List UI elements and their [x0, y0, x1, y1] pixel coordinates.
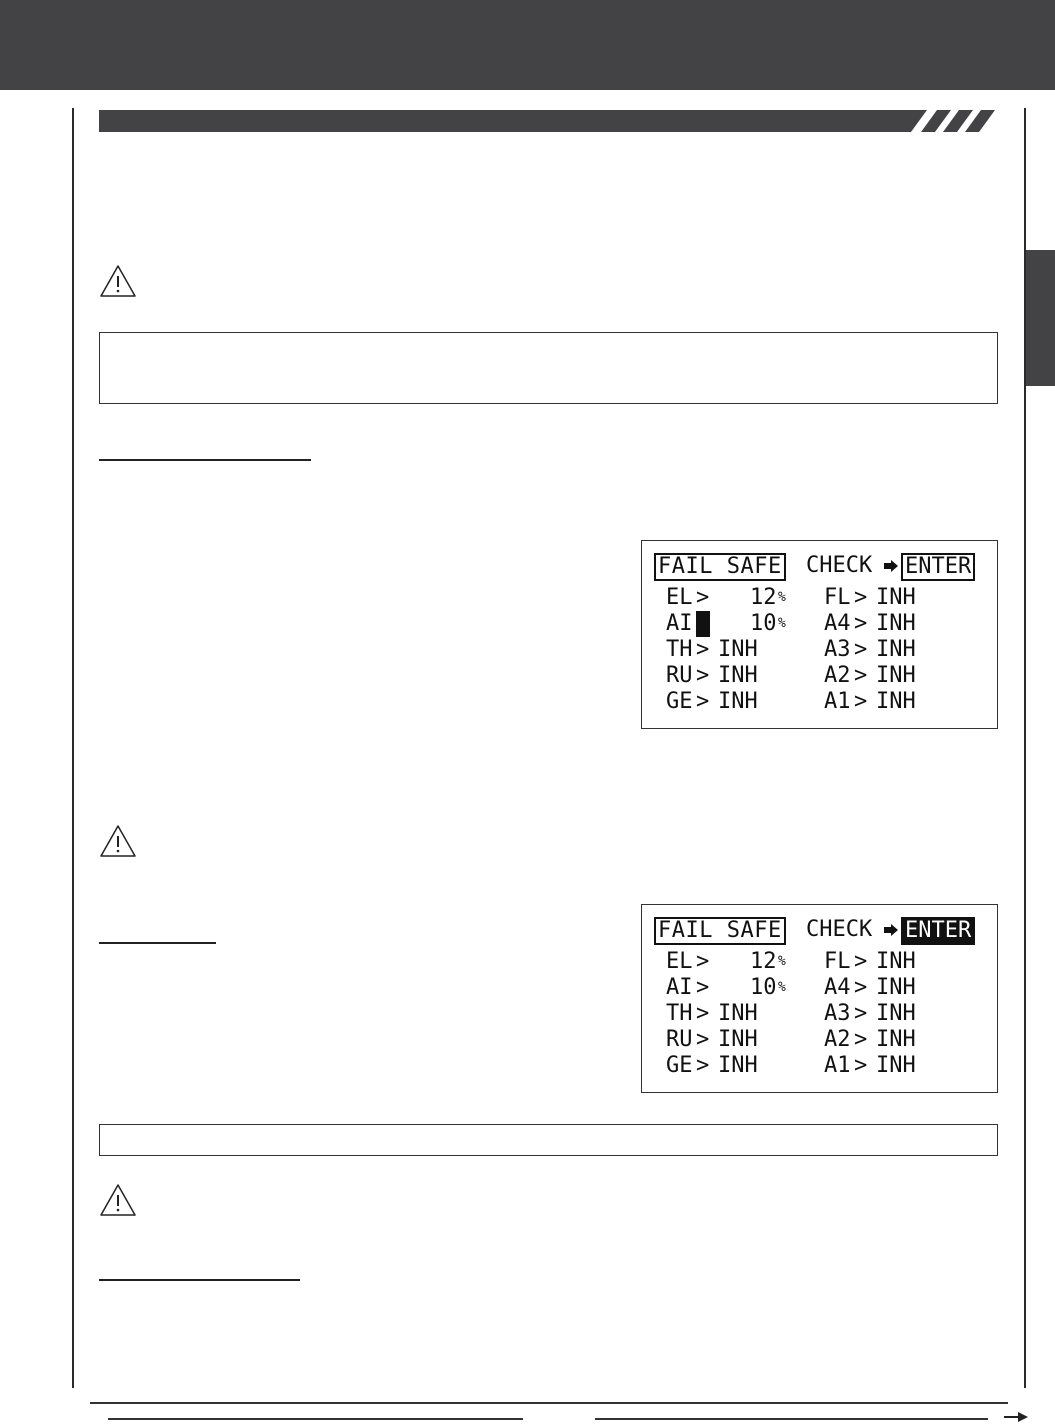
channel-value: INH: [876, 611, 916, 636]
lcd-check-label: CHECK: [806, 917, 873, 942]
notice-box: [99, 332, 998, 404]
separator: >: [696, 1027, 710, 1052]
left-margin-rule: [72, 108, 74, 1388]
value-unit: %: [778, 590, 786, 605]
value-unit: %: [778, 954, 786, 969]
lcd-screen-fail-safe-enter: [641, 904, 998, 1093]
lcd-screen-fail-safe: [641, 540, 998, 729]
lcd-row: [666, 1027, 986, 1053]
value-unit: %: [778, 980, 786, 995]
channel-value: INH: [876, 689, 916, 714]
chapter-side-tab: [1026, 250, 1055, 386]
channel-label: A3: [824, 1001, 851, 1026]
separator: >: [696, 663, 710, 688]
channel-label: RU: [666, 663, 693, 688]
channel-label: GE: [666, 1053, 693, 1078]
page-header-band: [0, 0, 1055, 90]
separator: >: [854, 1053, 868, 1078]
warning-triangle-icon: [99, 824, 137, 858]
lcd-row: [666, 949, 986, 975]
separator: >: [696, 637, 710, 662]
channel-label: RU: [666, 1027, 693, 1052]
right-arrow-icon: [884, 560, 898, 572]
channel-label: A3: [824, 637, 851, 662]
separator: >: [854, 611, 868, 636]
lcd-row: [666, 637, 986, 663]
section-title-bar: [99, 110, 999, 132]
channel-label: TH: [666, 1001, 693, 1026]
separator: >: [696, 949, 710, 974]
lcd-enter-label-highlighted: ENTER: [901, 917, 975, 945]
channel-value: INH: [876, 975, 916, 1000]
lcd-row: [666, 611, 986, 637]
channel-label: A4: [824, 975, 851, 1000]
lcd-header: [654, 553, 989, 581]
channel-value: INH: [876, 637, 916, 662]
footer-line: [108, 1418, 523, 1420]
lcd-row: [666, 689, 986, 715]
footer-line: [595, 1418, 988, 1420]
lcd-check-label: CHECK: [806, 553, 873, 578]
lcd-row: [666, 585, 986, 611]
cursor-separator: [696, 611, 710, 637]
channel-label: TH: [666, 637, 693, 662]
value-unit: %: [778, 616, 786, 631]
lcd-title: FAIL SAFE: [654, 917, 786, 945]
channel-value: 10: [750, 975, 777, 1000]
lcd-title: FAIL SAFE: [654, 553, 786, 581]
subheading-underline: [99, 459, 311, 461]
separator: >: [854, 689, 868, 714]
separator: >: [696, 1001, 710, 1026]
channel-value: INH: [876, 585, 916, 610]
channel-value: INH: [718, 663, 758, 688]
warning-triangle-icon: [99, 264, 137, 298]
separator: >: [696, 1053, 710, 1078]
channel-label: EL: [666, 585, 693, 610]
warning-triangle-icon: [99, 1183, 137, 1217]
lcd-row: [666, 663, 986, 689]
separator: >: [854, 949, 868, 974]
channel-value: INH: [876, 1053, 916, 1078]
channel-value: INH: [876, 949, 916, 974]
channel-value: 12: [750, 585, 777, 610]
channel-value: 10: [750, 611, 777, 636]
channel-label: A1: [824, 689, 851, 714]
channel-value: INH: [876, 1027, 916, 1052]
channel-label: A2: [824, 1027, 851, 1052]
channel-label: AI: [666, 611, 693, 636]
subheading-underline: [99, 1279, 300, 1281]
channel-value: INH: [718, 1053, 758, 1078]
separator: >: [854, 1027, 868, 1052]
channel-value: INH: [876, 1001, 916, 1026]
cursor-block: [696, 611, 710, 637]
separator: >: [854, 1001, 868, 1026]
channel-label: A1: [824, 1053, 851, 1078]
separator: >: [854, 637, 868, 662]
lcd-row: [666, 1001, 986, 1027]
separator: >: [696, 689, 710, 714]
lcd-row: [666, 975, 986, 1001]
notice-box: [99, 1124, 998, 1156]
channel-value: INH: [718, 1001, 758, 1026]
subheading-underline: [99, 942, 216, 944]
channel-label: AI: [666, 975, 693, 1000]
channel-value: INH: [718, 637, 758, 662]
bottom-rule: [90, 1402, 1008, 1404]
channel-label: GE: [666, 689, 693, 714]
lcd-header: [654, 917, 989, 945]
channel-value: INH: [876, 663, 916, 688]
separator: >: [696, 975, 710, 1000]
lcd-enter-label: ENTER: [901, 553, 975, 581]
channel-label: FL: [824, 949, 851, 974]
lcd-row: [666, 1053, 986, 1079]
separator: >: [854, 585, 868, 610]
channel-label: A2: [824, 663, 851, 688]
separator: >: [854, 663, 868, 688]
next-page-arrow-icon: [1004, 1410, 1030, 1424]
channel-value: 12: [750, 949, 777, 974]
channel-value: INH: [718, 689, 758, 714]
channel-label: EL: [666, 949, 693, 974]
channel-label: A4: [824, 611, 851, 636]
channel-value: INH: [718, 1027, 758, 1052]
separator: >: [854, 975, 868, 1000]
separator: >: [696, 585, 710, 610]
channel-label: FL: [824, 585, 851, 610]
right-arrow-icon: [884, 924, 898, 936]
